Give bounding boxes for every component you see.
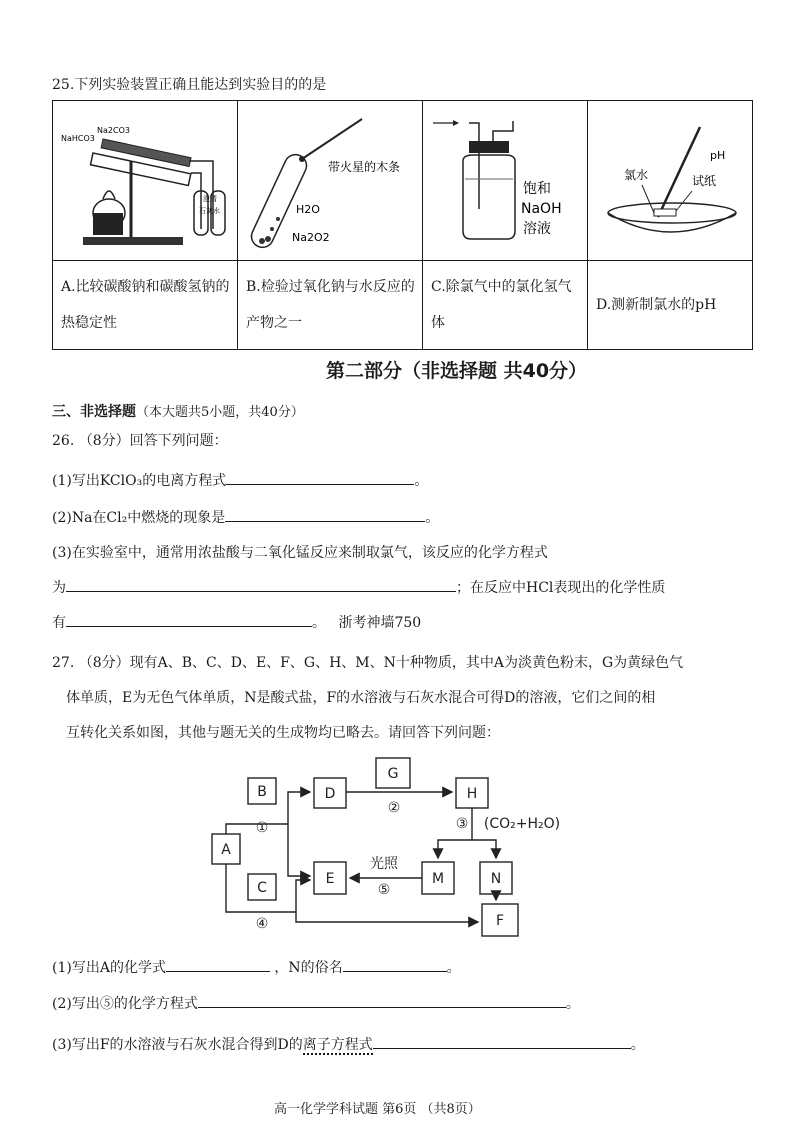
node-h: H (466, 786, 478, 802)
q27-sub2: (2)写出⑤的化学方程式 。 (52, 993, 580, 1013)
answer-blank-7[interactable] (198, 993, 566, 1008)
step-5: ⑤ (377, 882, 391, 898)
node-f: F (495, 913, 505, 929)
part2-title: 第二部分（非选择题 共40分） (326, 360, 588, 382)
option-b[interactable]: B.检验过氧化钠与水反应的产物之一 (238, 261, 423, 350)
apparatus-a-cell (53, 101, 238, 261)
answer-blank-1[interactable] (226, 470, 414, 485)
label-naoh: NaOH (521, 201, 562, 217)
apparatus-b-cell (238, 101, 423, 261)
step-2: ② (387, 800, 401, 816)
q26-line1: (1)写出KClO₃的电离方程式 。 (52, 470, 428, 490)
node-b: B (257, 784, 267, 800)
label-glowing-splint: 带火星的木条 (328, 160, 401, 174)
apparatus-c-cell (423, 101, 588, 261)
node-a: A (221, 842, 231, 858)
label-sodium-peroxide: Na2O2 (292, 231, 330, 244)
label-water: H2O (296, 203, 320, 216)
label-ph: pH (710, 149, 726, 162)
label-chlorine-water: 氯水 (624, 168, 649, 182)
light-label: 光照 (370, 856, 398, 872)
q25-options-table (52, 100, 753, 350)
q27-sub1: (1)写出A的化学式 ，N的俗名 。 (52, 957, 461, 977)
step-1: ① (255, 820, 269, 836)
label-limewater-2: 石灰水 (199, 207, 220, 215)
label-saturated: 饱和 (523, 181, 551, 197)
node-g: G (387, 766, 399, 782)
q27-para1: 27. （8分）现有A、B、C、D、E、F、G、H、M、N十种物质，其中A为淡黄色粉末，G为黄绿色气 (52, 655, 684, 671)
conversion-flow-diagram (200, 752, 600, 942)
label-test-paper: 试纸 (692, 174, 717, 188)
node-m: M (431, 871, 445, 887)
answer-blank-2[interactable] (225, 507, 425, 522)
q26-line3: (3)在实验室中，通常用浓盐酸与二氧化锰反应来制取氯气，该反应的化学方程式 (52, 545, 548, 561)
section3-title: 三、非选择题（本大题共5小题，共40分） (52, 404, 304, 420)
option-a[interactable]: A.比较碳酸钠和碳酸氢钠的热稳定性 (53, 261, 238, 350)
node-n: N (490, 871, 502, 887)
answer-blank-4[interactable] (66, 612, 312, 627)
label-solution: 溶液 (523, 221, 551, 237)
q26-head: 26. （8分）回答下列问题： (52, 433, 228, 449)
gas-washing-bottle-diagram (423, 101, 587, 256)
q27-para2: 体单质，E为无色气体单质，N是酸式盐，F的水溶液与石灰水混合可得D的溶液，它们之间的相 (66, 690, 656, 706)
label-limewater-1: 澄清 (203, 195, 217, 203)
page-footer: 高一化学学科试题 第6页 （共8页） (274, 1102, 481, 1117)
q26-line2: (2)Na在Cl₂中燃烧的现象是 。 (52, 507, 439, 527)
label-na2co3: Na2CO3 (97, 126, 130, 135)
q26-line5: 有 。 浙考神墙750 (52, 612, 421, 632)
ph-test-diagram (588, 101, 752, 256)
q27-sub3: (3)写出F的水溶液与石灰水混合得到D的离子方程式 。 (52, 1034, 645, 1054)
option-d[interactable]: D.测新制氯水的pH (588, 261, 753, 350)
answer-blank-8[interactable] (373, 1034, 631, 1049)
q25-title: 25.下列实验装置正确且能达到实验目的的是 (52, 77, 327, 93)
q26-line4: 为 ；在反应中HCl表现出的化学性质 (52, 577, 665, 597)
node-e: E (325, 871, 335, 887)
heating-apparatus-diagram (53, 101, 237, 256)
option-c[interactable]: C.除氯气中的氯化氢气体 (423, 261, 588, 350)
step-3: ③ (455, 816, 469, 832)
step-4: ④ (255, 916, 269, 932)
emphasis-ionic-equation: 离子方程式 (302, 1037, 373, 1053)
answer-blank-5[interactable] (166, 957, 270, 972)
label-nahco3: NaHCO3 (61, 134, 95, 143)
co2-h2o-label: (CO₂+H₂O) (483, 816, 561, 832)
apparatus-d-cell (588, 101, 753, 261)
node-c: C (257, 880, 267, 896)
q27-para3: 互转化关系如图，其他与题无关的生成物均已略去。请回答下列问题： (66, 725, 500, 741)
node-d: D (324, 786, 336, 802)
test-tube-diagram (238, 101, 422, 256)
answer-blank-6[interactable] (343, 957, 447, 972)
answer-blank-3[interactable] (66, 577, 456, 592)
